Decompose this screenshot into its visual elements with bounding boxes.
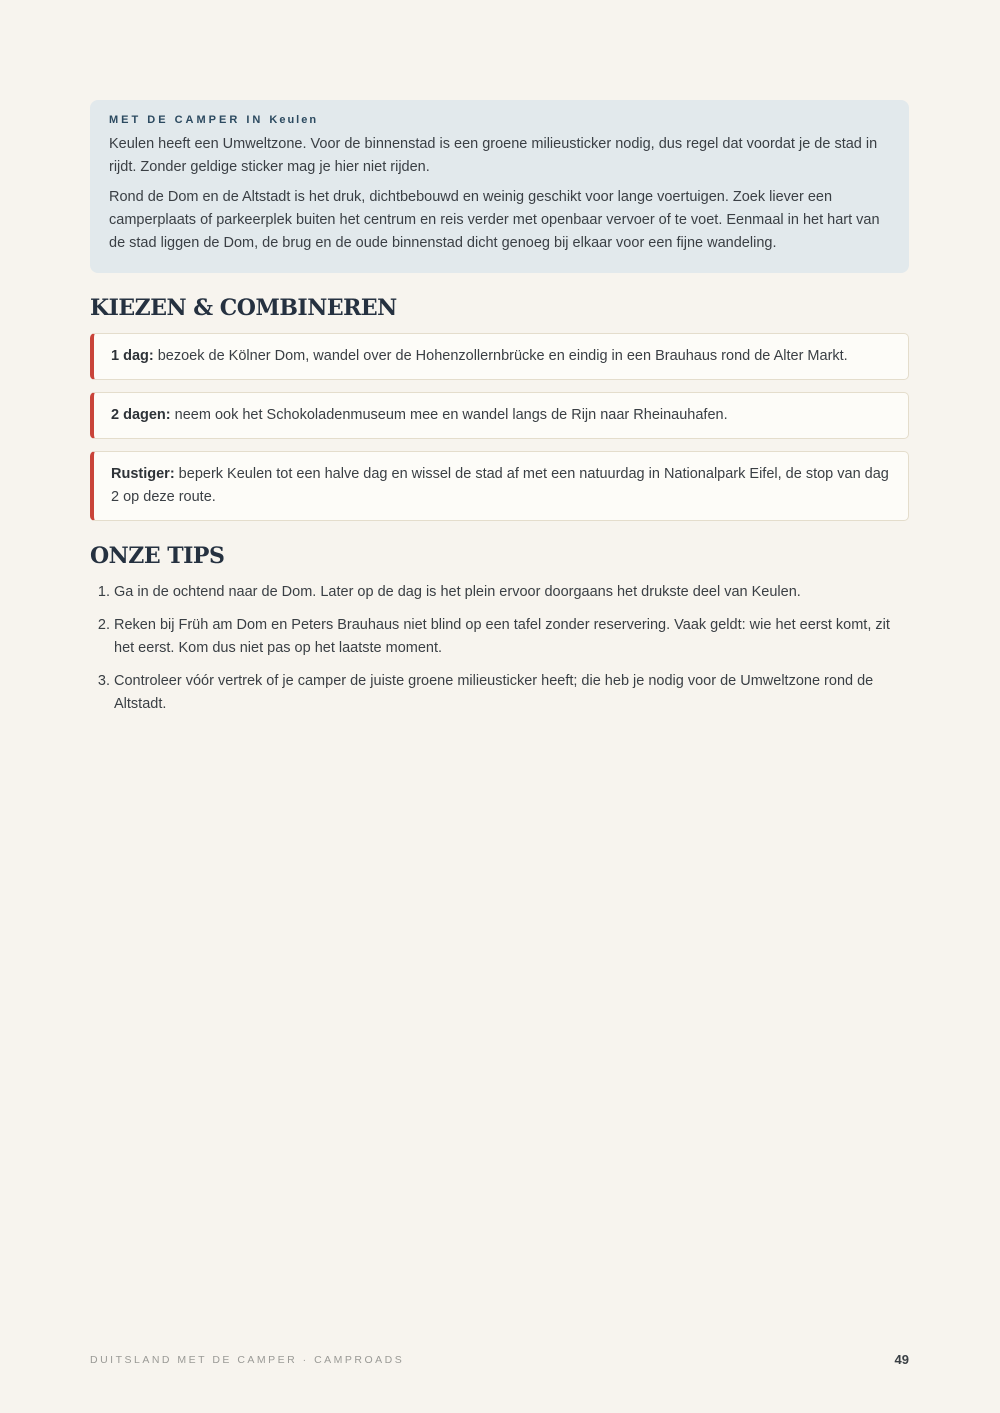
tips-list xyxy=(90,581,909,716)
option-text: beperk Keulen tot een halve dag en wissel de stad af met een natuurdag in Nationalpark Eifel, de stop van dag 2 op deze route. xyxy=(111,466,889,505)
list-item: 1. Ga in de ochtend naar de Dom. Later op de dag is het plein ervoor doorgaans het drukste deel van Keulen. xyxy=(114,581,909,604)
box-paragraph: Rond de Dom en de Altstadt is het druk, dichtbebouwd en weinig geschikt voor lange voertuigen. Zoek liever een camperplaats of parkeerplek buiten het centrum en reis verder met openbaar vervoer of te voet. Eenmaal in het hart van de stad liggen de Dom, de brug en de oude binnenstad dicht genoeg bij elkaar voor een fijne wandeling. xyxy=(109,189,880,251)
option-card xyxy=(90,333,909,380)
page-number: 49 xyxy=(894,1352,909,1367)
option-label: 2 dagen: xyxy=(111,407,171,423)
footer-title: DUITSLAND MET DE CAMPER · CAMPROADS xyxy=(90,1354,405,1366)
section-heading-tips: ONZE TIPS xyxy=(90,543,225,569)
list-item: 3. Controleer vóór vertrek of je camper de juiste groene milieusticker heeft; die heb je nodig voor de Umweltzone rond de Altstadt. xyxy=(114,670,909,716)
box-kicker-city: Keulen xyxy=(269,114,319,126)
option-card xyxy=(90,392,909,439)
option-label: 1 dag: xyxy=(111,348,154,364)
box-kicker xyxy=(109,114,889,126)
option-text: neem ook het Schokoladenmuseum mee en wandel langs de Rijn naar Rheinauhafen. xyxy=(170,407,728,423)
option-label: Rustiger: xyxy=(111,466,175,482)
camper-info-box xyxy=(90,100,909,273)
section-heading-kiezen: KIEZEN & COMBINEREN xyxy=(90,295,397,321)
box-paragraph: Keulen heeft een Umweltzone. Voor de binnenstad is een groene milieusticker nodig, dus regel dat voordat je de stad in rijdt. Zonder geldige sticker mag je hier niet rijden. xyxy=(109,136,878,175)
option-text: bezoek de Kölner Dom, wandel over de Hohenzollernbrücke en eindig in een Brauhaus rond de Alter Markt. xyxy=(153,348,848,364)
page-content xyxy=(90,100,909,726)
box-kicker-prefix: MET DE CAMPER IN xyxy=(109,114,264,126)
list-item: 2. Reken bij Früh am Dom en Peters Brauhaus niet blind op een tafel zonder reservering. Vaak geldt: wie het eerst komt, zit het eerst. Kom dus niet pas op het laatste moment. xyxy=(114,614,909,660)
option-card xyxy=(90,451,909,521)
